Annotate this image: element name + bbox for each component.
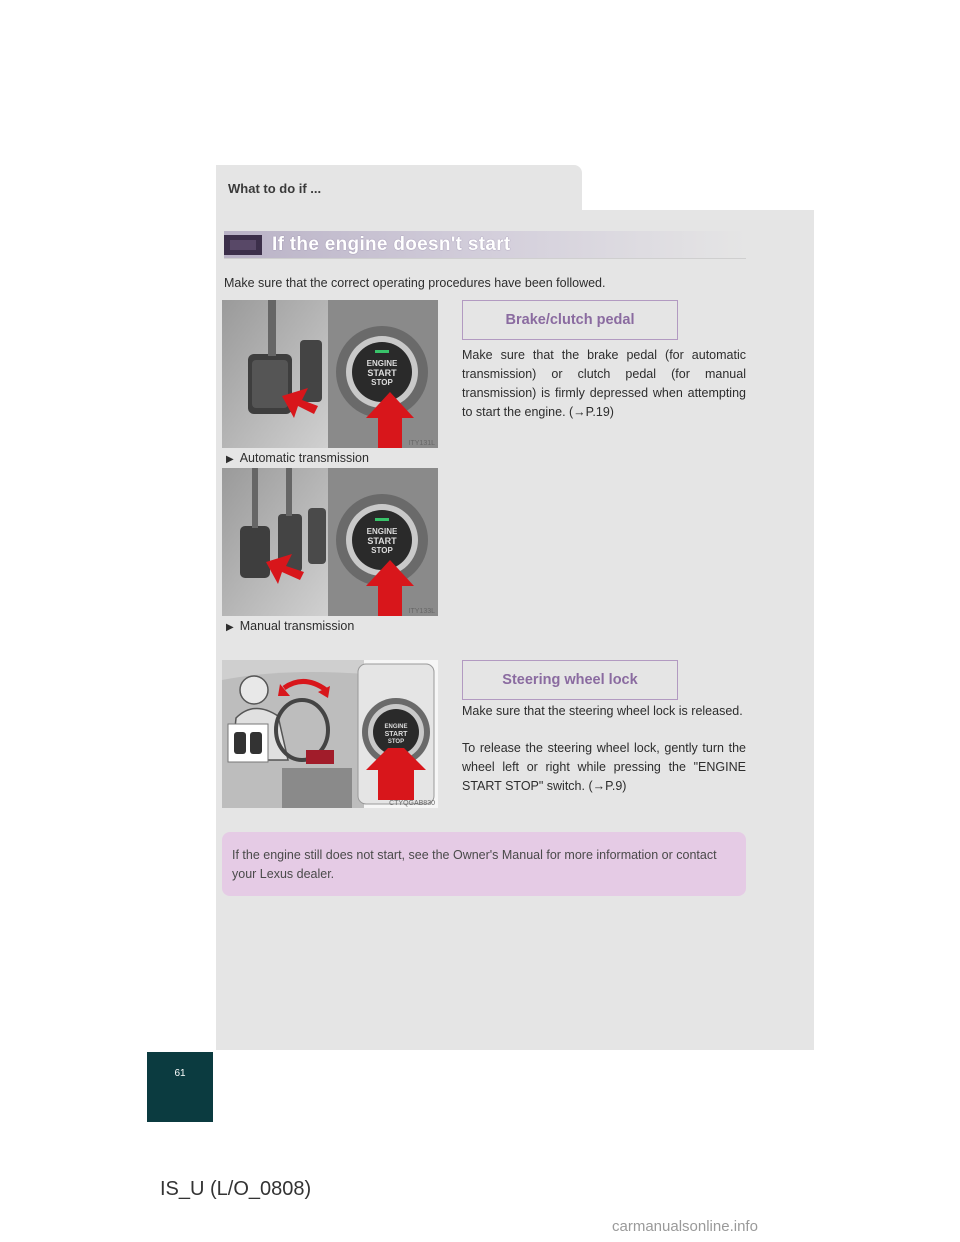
steering-wheel-lock-figure xyxy=(222,660,438,808)
switch-label-engine: ENGINE xyxy=(366,527,398,536)
switch-label-stop: STOP xyxy=(387,739,405,745)
brake-clutch-text: Make sure that the brake pedal (for automatic transmission) or clutch pedal (for manual transmission) is firmly depressed when attempting to start the engine. (→P.19) xyxy=(462,348,746,419)
triangle-bullet-icon: ▶ xyxy=(226,454,234,465)
manual-transmission-figure xyxy=(222,468,438,616)
automatic-transmission-caption xyxy=(226,451,369,465)
steering-wheel-lock-text-1: Make sure that the steering wheel lock is released. xyxy=(462,704,743,718)
triangle-bullet-icon: ▶ xyxy=(226,622,234,633)
header-title: What to do if ... xyxy=(228,181,322,196)
note-text: If the engine still does not start, see the Owner's Manual for more information or contact your Lexus dealer. xyxy=(232,848,717,881)
switch-label-engine: ENGINE xyxy=(384,724,408,730)
figure-code: ITY131L xyxy=(408,440,435,447)
document-code: IS_U (L/O_0808) xyxy=(160,1178,312,1200)
automatic-transmission-figure xyxy=(222,300,438,448)
manual-transmission-caption xyxy=(226,619,354,633)
section-heading xyxy=(224,231,746,259)
switch-label-start: START xyxy=(367,368,397,378)
intro-text: Make sure that the correct operating procedures have been followed. xyxy=(224,276,606,290)
switch-label-stop: STOP xyxy=(371,378,393,387)
header-tab xyxy=(216,165,582,211)
page-number-box xyxy=(147,1052,213,1122)
section-title: If the engine doesn't start xyxy=(272,234,511,255)
page-number: 61 xyxy=(174,1068,186,1079)
brake-clutch-heading: Brake/clutch pedal xyxy=(462,300,678,340)
switch-label-stop: STOP xyxy=(371,546,393,555)
figure-code: CTYQGAB830 xyxy=(389,800,435,807)
steering-wheel-lock-heading: Steering wheel lock xyxy=(462,660,678,700)
figure-code: ITY133L xyxy=(408,608,435,615)
steering-wheel-lock-text-2: To release the steering wheel lock, gently turn the wheel left or right while pressing the "ENGINE START STOP" switch. (→P.9) xyxy=(462,741,746,793)
caption-label: Automatic transmission xyxy=(239,451,369,465)
switch-label-start: START xyxy=(384,731,408,738)
switch-label-engine: ENGINE xyxy=(366,359,398,368)
watermark: carmanualsonline.info xyxy=(612,1218,758,1235)
caption-label: Manual transmission xyxy=(239,619,355,633)
section-marker xyxy=(224,235,262,255)
switch-label-start: START xyxy=(367,536,397,546)
note-box xyxy=(222,832,746,896)
